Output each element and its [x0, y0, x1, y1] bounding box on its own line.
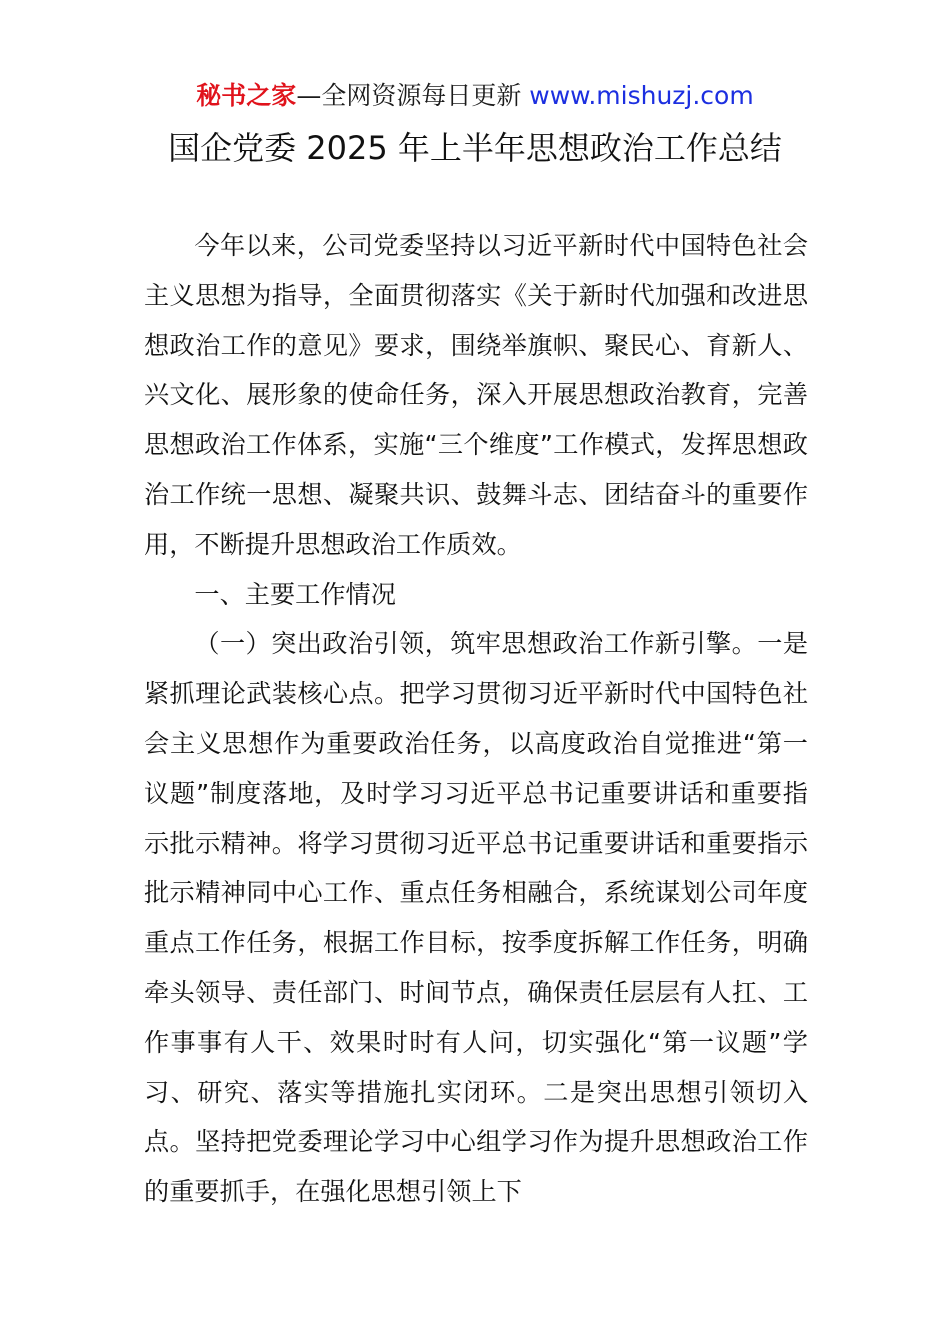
document-title: 国企党委 2025 年上半年思想政治工作总结	[168, 129, 782, 167]
site-url-link[interactable]: www.mishuzj.com	[529, 81, 754, 110]
site-tagline: —全网资源每日更新	[296, 81, 522, 110]
body-paragraph: （一）突出政治引领，筑牢思想政治工作新引擎。一是紧抓理论武装核心点。把学习贯彻习近平新时代中国特色社会主义思想作为重要政治任务，以高度政治自觉推进“第一议题”制度落地，及时学习习近平总书记重要讲话和重要指示批示精神。将学习贯彻习近平总书记重要讲话和重要指示批示精神同中心工作、重点任务相融合，系统谋划公司年度重点工作任务，根据工作目标，按季度拆解工作任务，明确牵头领导、责任部门、时间节点，确保责任层层有人扛、工作事事有人干、效果时时有人问，切实强化“第一议题”学习、研究、落实等措施扎实闭环。二是突出思想引领切入点。坚持把党委理论学习中心组学习作为提升思想政治工作的重要抓手，在强化思想引领上下	[144, 629, 808, 1207]
site-brand: 秘书之家	[196, 81, 297, 110]
site-header	[0, 80, 950, 112]
intro-paragraph: 今年以来，公司党委坚持以习近平新时代中国特色社会主义思想为指导，全面贯彻落实《关于新时代加强和改进思想政治工作的意见》要求，围绕举旗帜、聚民心、育新人、兴文化、展形象的使命任务，深入开展思想政治教育，完善思想政治工作体系，实施“三个维度”工作模式，发挥思想政治工作统一思想、凝聚共识、鼓舞斗志、团结奋斗的重要作用，不断提升思想政治工作质效。	[144, 231, 808, 559]
section-heading: 一、主要工作情况	[194, 579, 396, 609]
document-body	[144, 221, 808, 1217]
